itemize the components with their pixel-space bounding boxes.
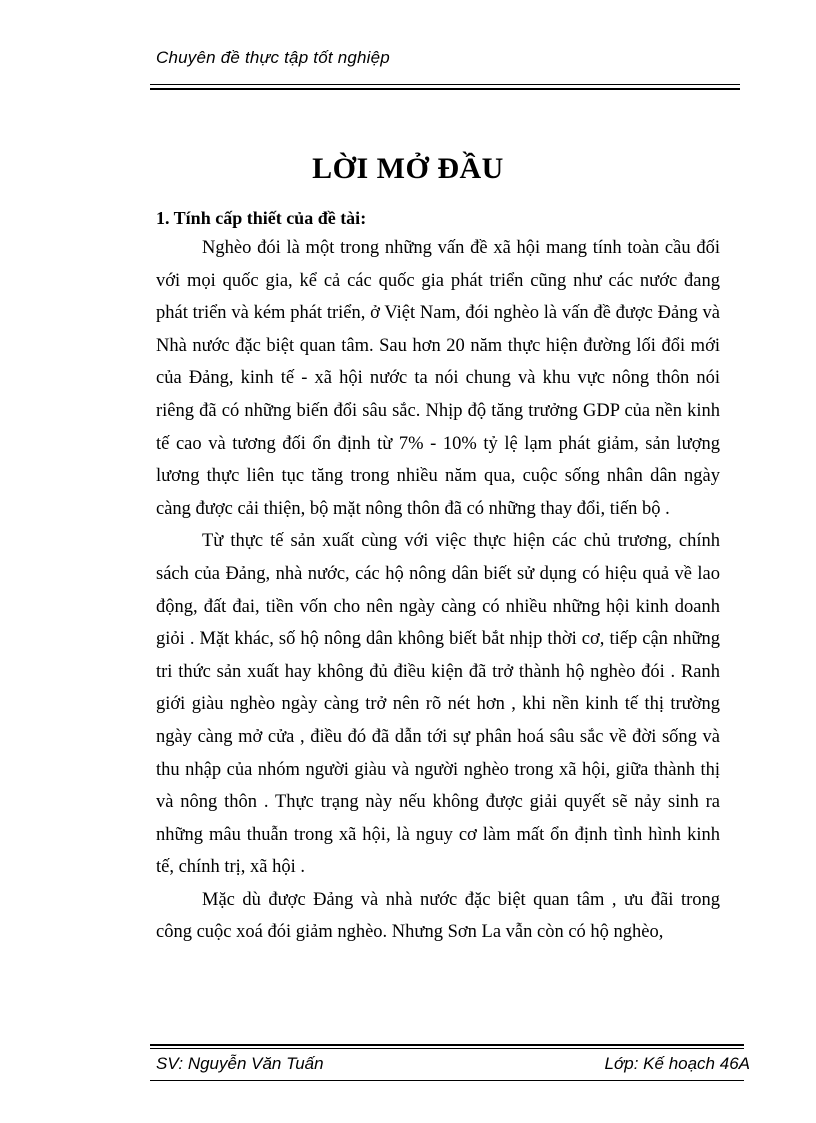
- header-rule-bottom: [150, 88, 740, 90]
- body-text: [156, 232, 720, 949]
- paragraph-3: Mặc dù được Đảng và nhà nước đặc biệt quan tâm , ưu đãi trong công cuộc xoá đói giảm nghèo. Nhưng Sơn La vẫn còn có hộ nghèo,: [156, 889, 720, 943]
- header-rule-top: [150, 84, 740, 85]
- page-title: LỜI MỞ ĐẦU: [312, 152, 504, 185]
- footer-class: Lớp: Kế hoạch 46A: [604, 1054, 750, 1073]
- paragraph-2: Từ thực tế sản xuất cùng với việc thực hiện các chủ trương, chính sách của Đảng, nhà nước, các hộ nông dân biết sử dụng có hiệu quả về lao động, đất đai, tiền vốn cho nên ngày càng có nhiều những hội kinh doanh giỏi . Mặt khác, số hộ nông dân không biết bắt nhịp thời cơ, tiếp cận những tri thức sản xuất hay không đủ điều kiện đã trở thành hộ nghèo đói . Ranh giới giàu nghèo ngày càng trở nên rõ nét hơn , khi nền kinh tế thị trường ngày càng mở cửa , điều đó đã dẫn tới sự phân hoá sâu sắc về đời sống và thu nhập của nhóm người giàu và người nghèo trong xã hội, giữa thành thị và nông thôn . Thực trạng này nếu không được giải quyết sẽ nảy sinh ra những mâu thuẫn trong xã hội, là nguy cơ làm mất ổn định tình hình kinh tế, chính trị, xã hội .: [156, 531, 720, 878]
- footer-rule-end: [150, 1080, 744, 1081]
- footer-rule-bottom: [150, 1048, 744, 1049]
- paragraph-1: Nghèo đói là một trong những vấn đề xã hội mang tính toàn cầu đối với mọi quốc gia, kể cả các quốc gia phát triển cũng như các nước đang phát triển và kém phát triển, ở Việt Nam, đói nghèo là vấn đề được Đảng và Nhà nước đặc biệt quan tâm. Sau hơn 20 năm thực hiện đường lối đổi mới của Đảng, kinh tế - xã hội nước ta nói chung và khu vực nông thôn nói riêng đã có những biến đổi sâu sắc. Nhịp độ tăng trưởng GDP của nền kinh tế cao và tương đối ổn định từ 7% - 10% tỷ lệ lạm phát giảm, sản lượng lương thực liên tục tăng trong nhiều năm qua, cuộc sống nhân dân ngày càng được cải thiện, bộ mặt nông thôn đã có những thay đổi, tiến bộ .: [156, 238, 720, 519]
- section-heading: 1. Tính cấp thiết của đề tài:: [156, 208, 367, 228]
- header-title: Chuyên đề thực tập tốt nghiệp: [156, 48, 390, 67]
- footer-rule-top: [150, 1044, 744, 1046]
- footer-student: SV: Nguyễn Văn Tuấn: [156, 1054, 324, 1073]
